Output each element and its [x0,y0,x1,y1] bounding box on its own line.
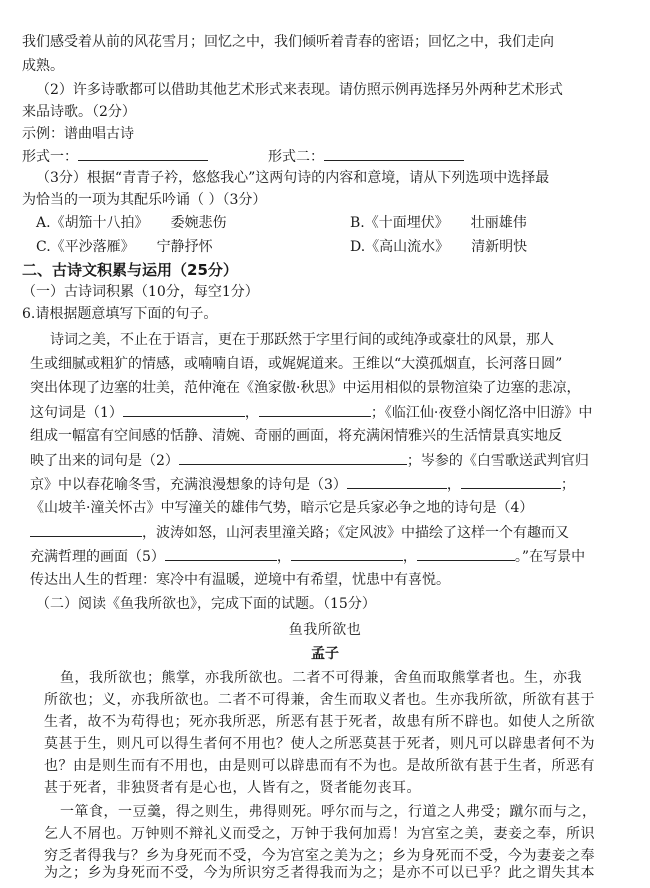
form-two-blank[interactable] [324,146,464,161]
classical-line-6: 甚于死者，非独贤者有是心也，人皆有之，贤者能勿丧耳。 [44,780,421,796]
option-d[interactable] [350,236,527,256]
blank-5b[interactable] [291,546,403,561]
classical-author: 孟子 [311,646,339,662]
fill-text: ， [446,477,461,493]
fill-text: 映了出来的词句是（2） [30,453,179,469]
option-letter: B. [350,215,365,231]
intro-line-2: 成熟。 [22,58,64,74]
option-title: 《胡笳十八拍》 [50,215,149,231]
blank-2[interactable] [179,450,407,465]
blank-1b[interactable] [259,402,371,417]
intro-line-1: 我们感受着从前的风花雪月；回忆之中，我们倾听着青春的密语；回忆之中，我们走向 [22,34,554,50]
classical-line-4: 莫甚于生，则凡可以得生者何不用也？使人之所恶莫甚于死者，则凡可以辟患者何不为 [44,736,595,752]
classical-line-9: 穷乏者得我与？乡为身死而不受，今为宫室之美为之；乡为身死而不受，今为妻妾之奉 [44,848,595,864]
subsection-1-heading: （一）古诗词积累（10分，每空1分） [22,284,259,300]
fill-text: ； [560,477,575,493]
option-letter: C. [36,239,51,255]
blank-4[interactable] [30,522,142,537]
classical-line-5: 也？由是则生而有不用也，由是则可以辟患而有不为也。是故所欲有甚于生者，所恶有 [44,758,595,774]
fill-line-5: 《山坡羊·潼关怀古》中写潼关的雄伟气势，暗示它是兵家必争之地的诗句是（4） [30,500,534,516]
q5-2-line-2: 来品诗歌。（2分） [22,104,136,120]
classical-line-1: 鱼，我所欲也；熊掌，亦我所欲也。二者不可得兼，舍鱼而取熊掌者也。生，亦我 [60,670,582,686]
subsection-2-heading: （二）阅读《鱼我所欲也》，完成下面的试题。（15分） [36,596,376,612]
question-6-title: 6.请根据题意填写下面的句子。 [22,306,218,322]
form-one-label: 形式一： [22,149,78,165]
q6-para-line-1: 诗词之美，不止在于语言，更在于那跃然于字里行间的或纯净或豪壮的风景，那人 [50,332,554,348]
fill-line-3 [30,450,589,471]
fill-text: ，波涛如怒，山河表里潼关路；《定风波》中描绘了这样一个有趣而又 [142,525,569,541]
classical-line-2: 所欲也；义，亦我所欲也。二者不可得兼，舍生而取义者也。生亦我所欲，所欲有甚于 [44,692,595,708]
section-heading: 二、古诗文积累与运用（25分） [22,261,238,279]
classical-line-10: 为之；乡为身死而不受，今为所识穷乏者得我而为之；是亦不可以已乎？此之谓失其本 [44,865,595,881]
q5-3-line-1: （3分）根据“青青子衿，悠悠我心”这两句诗的内容和意境，请从下列选项中选择最 [36,170,550,186]
form-two-row [268,146,464,167]
fill-text: ；岑参的《白雪歌送武判官归 [406,453,589,469]
fill-line-4 [30,474,575,495]
classical-line-8: 乞人不屑也。万钟则不辩礼义而受之，万钟于我何加焉！为宫室之美，妻妾之奉，所识 [44,826,595,842]
fill-text: ；《临江仙·夜登小阁忆洛中旧游》中 [370,405,593,421]
option-letter: D. [350,239,366,255]
form-one-row [22,146,208,167]
fill-text: ， [276,549,291,565]
option-desc: 清新明快 [471,239,528,255]
option-desc: 委婉悲伤 [170,215,227,231]
blank-3b[interactable] [461,474,561,489]
blank-5a[interactable] [165,546,277,561]
fill-line-1 [30,402,592,423]
fill-line-8: 传达出人生的哲理：寒冷中有温暖，逆境中有希望，忧患中有喜悦。 [30,572,450,588]
classical-title: 鱼我所欲也 [288,622,362,638]
form-one-blank[interactable] [78,146,208,161]
q6-para-line-2: 生或细腻或粗犷的情感，或喃喃自语，或娓娓道来。王维以“大漠孤烟直，长河落日圆” [30,356,563,372]
option-letter: A. [36,215,51,231]
form-two-label: 形式二： [268,149,324,165]
q5-3-line-2: 为恰当的一项为其配乐吟诵（ ）（3分） [22,192,267,208]
q6-para-line-3: 突出体现了边塞的壮美，范仲淹在《渔家傲·秋思》中运用相似的景物渲染了边塞的悲凉， [30,380,581,396]
classical-line-3: 生者，故不为苟得也；死亦我所恶，所恶有甚于死者，故患有所不辟也。如使人之所欲 [44,714,595,730]
option-a[interactable] [36,212,227,232]
fill-line-2: 组成一幅富有空间感的恬静、清婉、奇丽的画面，将充满闲情雅兴的生活情景真实地反 [30,428,562,444]
fill-text: ， [402,549,417,565]
fill-text: 。”在写景中 [514,549,586,565]
blank-1a[interactable] [123,402,245,417]
option-desc: 宁静抒怀 [156,239,213,255]
option-b[interactable] [350,212,527,232]
fill-line-7 [30,546,585,567]
classical-line-7: 一箪食，一豆羹，得之则生，弗得则死。呼尔而与之，行道之人弗受；蹴尔而与之， [60,804,597,820]
fill-text: ， [244,405,259,421]
blank-5c[interactable] [417,546,515,561]
fill-text: 京》中以春花喻冬雪，充满浪漫想象的诗句是（3） [30,477,347,493]
option-c[interactable] [36,236,213,256]
option-title: 《平沙落雁》 [50,239,135,255]
fill-text: 充满哲理的画面（5） [30,549,165,565]
fill-text: 这句词是（1） [30,405,123,421]
option-title: 《高山流水》 [365,239,450,255]
blank-3a[interactable] [347,474,447,489]
q5-2-example: 示例：谱曲唱古诗 [22,126,134,142]
q5-2-line-1: （2）许多诗歌都可以借助其他艺术形式来表现。请仿照示例再选择另外两种艺术形式 [36,82,563,98]
option-title: 《十面埋伏》 [364,215,449,231]
option-desc: 壮丽雄伟 [470,215,527,231]
fill-line-6 [30,522,569,543]
